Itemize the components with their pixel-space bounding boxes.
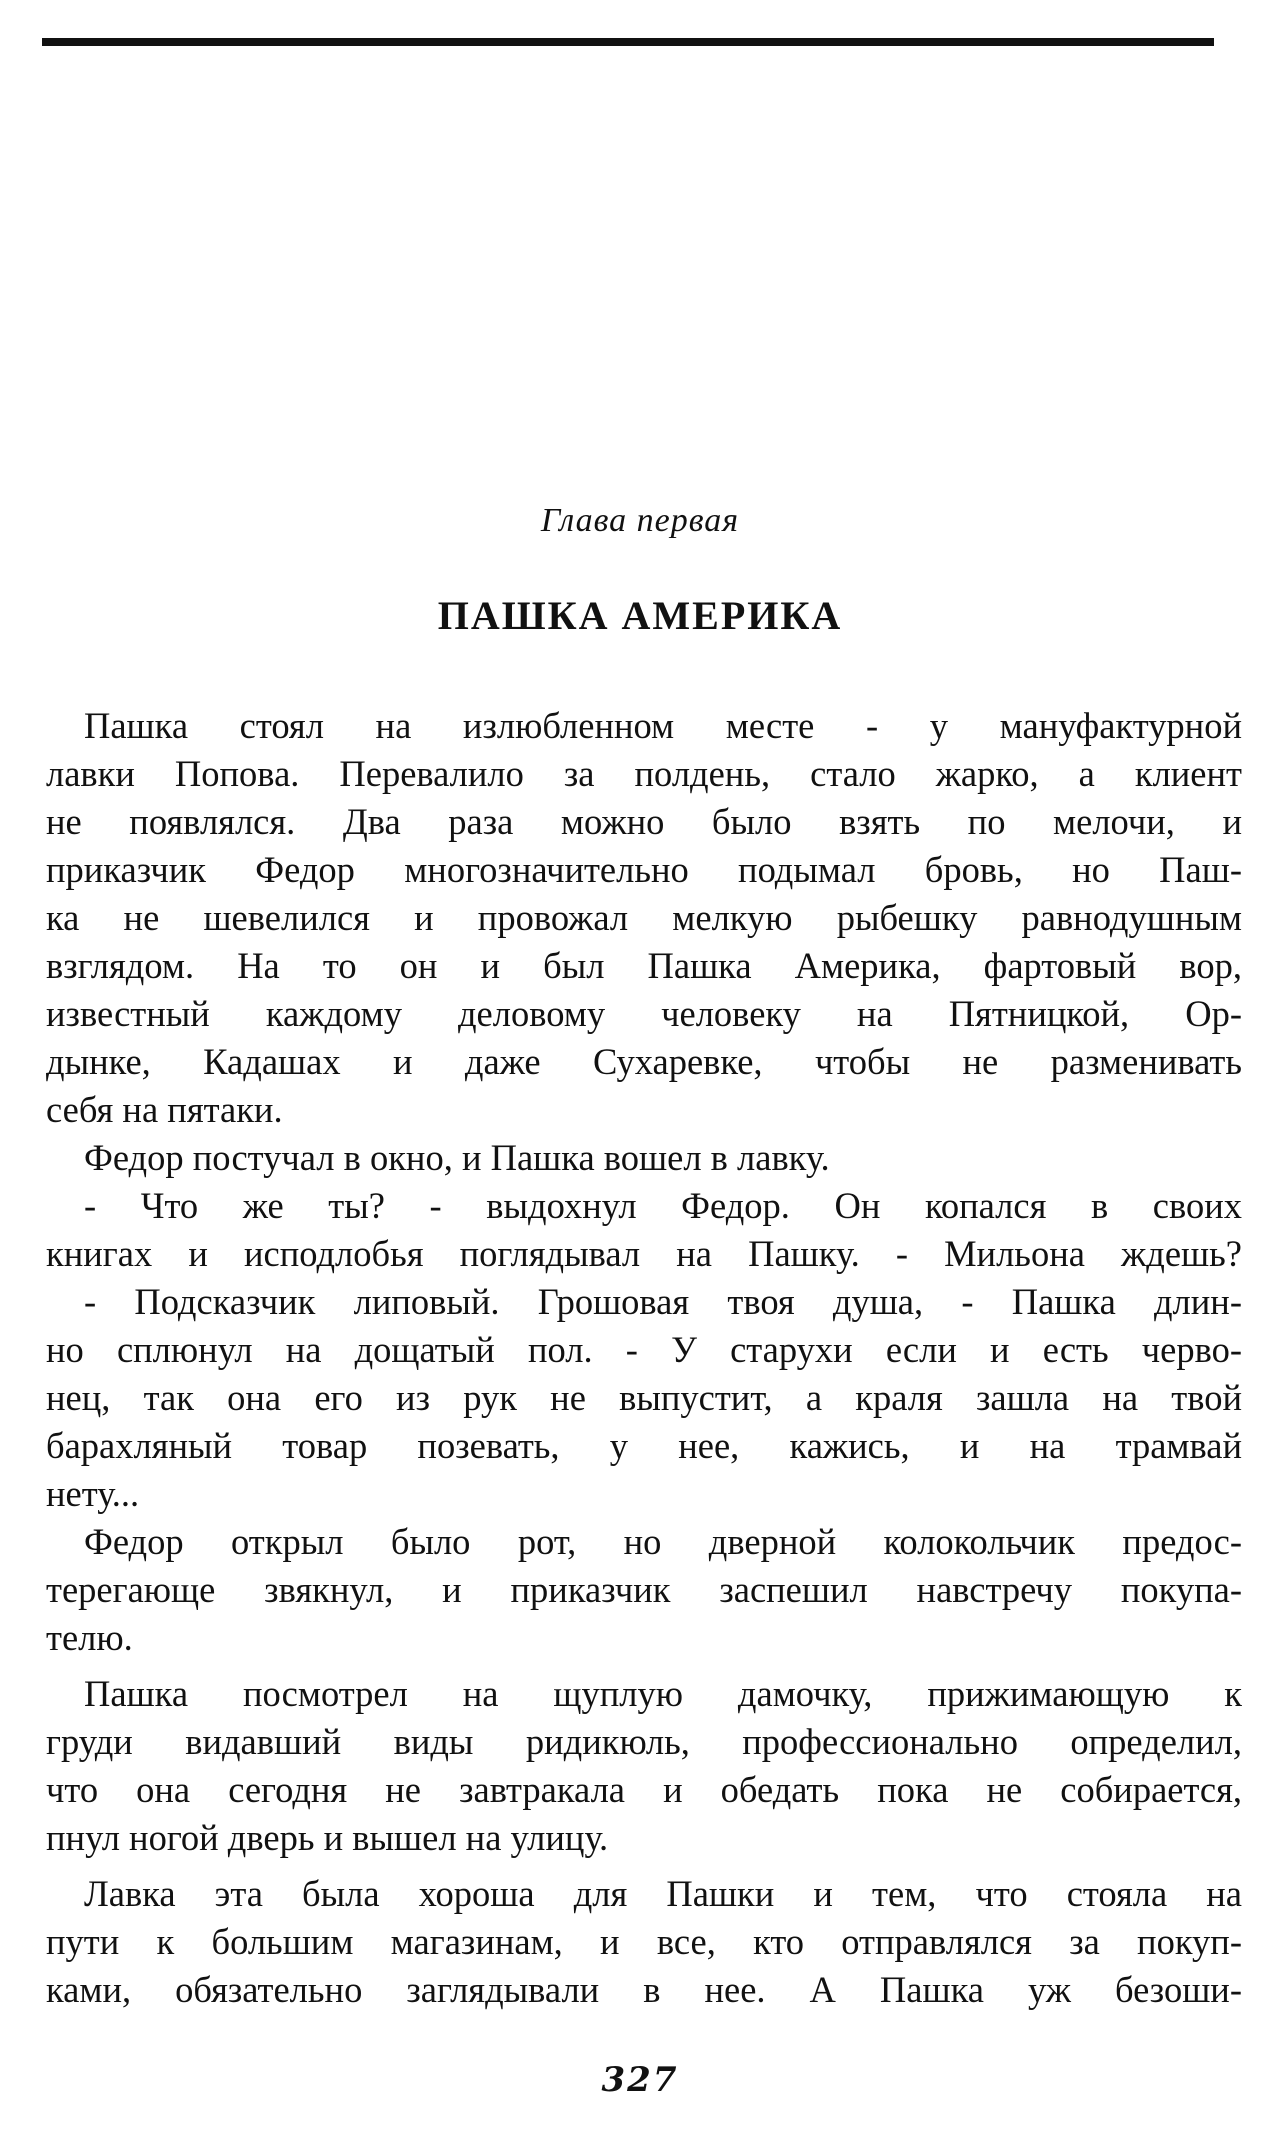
text-line: книгах и исподлобья поглядывал на Пашку. - Мильона ждешь? [46, 1233, 1242, 1274]
text-line: пнул ногой дверь и вышел на улицу. [46, 1817, 609, 1858]
text-line: но сплюнул на дощатый пол. - У старухи если и есть черво- [46, 1329, 1242, 1370]
text-line: что она сегодня не завтракала и обедать пока не собирается, [46, 1769, 1242, 1810]
text-line: ками, обязательно заглядывали в нее. А Пашка уж безоши- [46, 1969, 1242, 2010]
text-line: Федор постучал в окно, и Пашка вошел в лавку. [84, 1137, 830, 1178]
text-line: известный каждому деловому человеку на Пятницкой, Ор- [46, 993, 1242, 1034]
chapter-title: ПАШКА АМЕРИКА [437, 593, 843, 638]
body-text [46, 702, 1242, 2014]
text-line: дынке, Кадашах и даже Сухаревке, чтобы не разменивать [46, 1041, 1242, 1082]
text-line: не появлялся. Два раза можно было взять по мелочи, и [46, 801, 1242, 842]
text-line: лавки Попова. Перевалило за полдень, стало жарко, а клиент [46, 753, 1242, 794]
text-line: себя на пятаки. [46, 1089, 283, 1130]
text-line: взглядом. На то он и был Пашка Америка, фартовый вор, [46, 945, 1242, 986]
text-line: приказчик Федор многозначительно подымал бровь, но Паш- [46, 849, 1242, 890]
page-number: 327 [601, 2060, 679, 2100]
text-line: груди видавший виды ридикюль, профессионально определил, [46, 1721, 1242, 1762]
text-line: нету... [46, 1473, 140, 1514]
text-line: телю. [46, 1617, 133, 1658]
text-line: ка не шевелился и провожал мелкую рыбешку равнодушным [46, 897, 1242, 938]
text-line: Федор открыл было рот, но дверной колокольчик предос- [84, 1521, 1242, 1562]
text-line: пути к большим магазинам, и все, кто отправлялся за покуп- [46, 1921, 1242, 1962]
text-line: - Подсказчик липовый. Грошовая твоя душа, - Пашка длин- [84, 1281, 1242, 1322]
text-line: Лавка эта была хороша для Пашки и тем, что стояла на [84, 1873, 1242, 1914]
text-line: Пашка посмотрел на щуплую дамочку, прижимающую к [84, 1673, 1242, 1714]
text-line: нец, так она его из рук не выпустит, а краля зашла на твой [46, 1377, 1242, 1418]
text-line: - Что же ты? - выдохнул Федор. Он копался в своих [84, 1185, 1242, 1226]
text-line: барахляный товар позевать, у нее, кажись, и на трамвай [46, 1425, 1242, 1466]
text-line: Пашка стоял на излюбленном месте - у мануфактурной [84, 705, 1242, 746]
top-rule [42, 38, 1214, 46]
chapter-label: Глава первая [540, 502, 740, 539]
text-line: терегающе звякнул, и приказчик заспешил навстречу покупа- [46, 1569, 1242, 1610]
